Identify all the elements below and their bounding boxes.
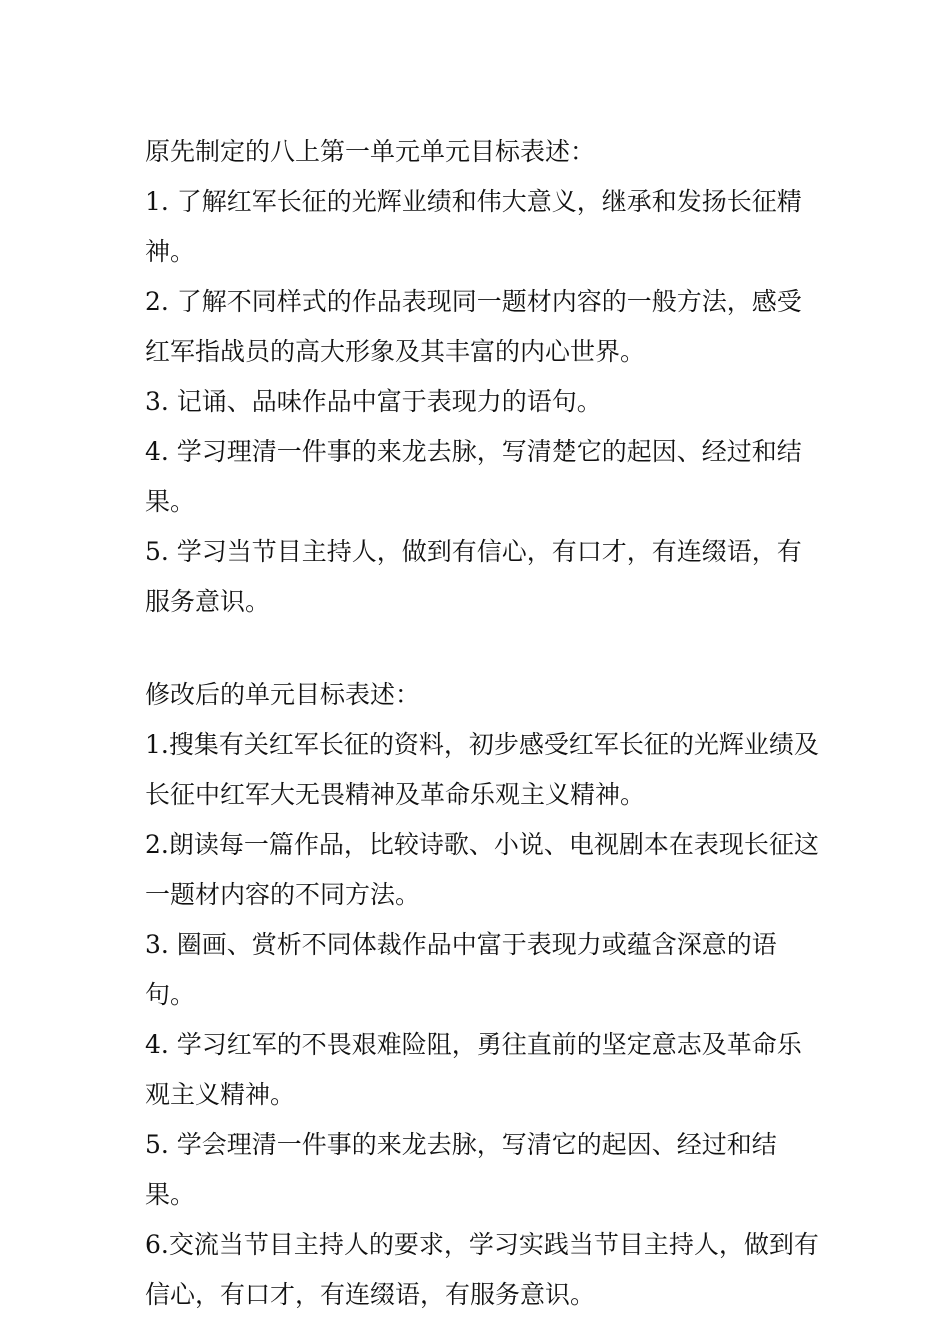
original-goals-heading: 原先制定的八上第一单元单元目标表述： [145, 137, 596, 166]
revised-goal-item-6: 6.交流当节目主持人的要求，学习实践当节目主持人，做到有信心，有口才，有连缀语，有服务意识。 [145, 1230, 819, 1309]
revised-goal-item-4: 4. 学习红军的不畏艰难险阻，勇往直前的坚定意志及革命乐观主义精神。 [145, 1030, 802, 1109]
original-goal-item-3: 3. 记诵、品味作品中富于表现力的语句。 [145, 387, 602, 416]
original-goal-item-1: 1. 了解红军长征的光辉业绩和伟大意义，继承和发扬长征精神。 [145, 187, 802, 266]
revised-goal-item-5: 5. 学会理清一件事的来龙去脉，写清它的起因、经过和结果。 [145, 1130, 777, 1209]
revised-goal-item-1: 1.搜集有关红军长征的资料，初步感受红军长征的光辉业绩及长征中红军大无畏精神及革命乐观主义精神。 [145, 730, 819, 809]
revised-goals-heading: 修改后的单元目标表述： [145, 680, 421, 709]
revised-goals-section [145, 670, 825, 1320]
original-goals-section [145, 127, 825, 627]
original-goal-item-5: 5. 学习当节目主持人，做到有信心，有口才，有连缀语，有服务意识。 [145, 537, 802, 616]
original-goal-item-2: 2. 了解不同样式的作品表现同一题材内容的一般方法，感受红军指战员的高大形象及其丰富的内心世界。 [145, 287, 802, 366]
revised-goal-item-3: 3. 圈画、赏析不同体裁作品中富于表现力或蕴含深意的语句。 [145, 930, 777, 1009]
revised-goal-item-2: 2.朗读每一篇作品，比较诗歌、小说、电视剧本在表现长征这一题材内容的不同方法。 [145, 830, 819, 909]
original-goal-item-4: 4. 学习理清一件事的来龙去脉，写清楚它的起因、经过和结果。 [145, 437, 802, 516]
